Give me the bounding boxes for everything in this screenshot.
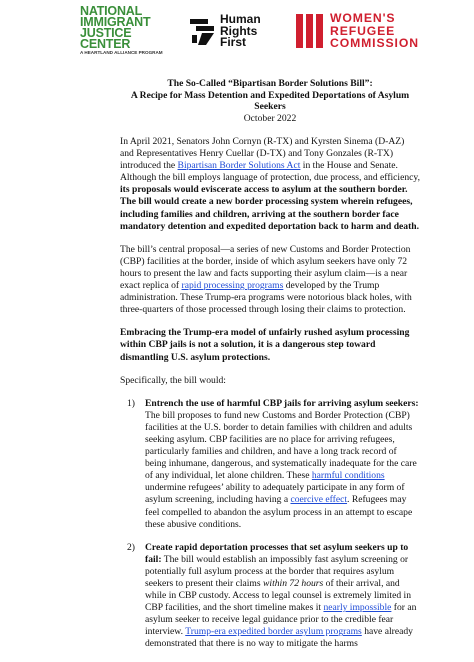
human-rights-first-logo xyxy=(190,14,290,54)
rapid-processing-programs-link[interactable]: rapid processing programs xyxy=(181,280,284,292)
bold-text: its proposals would eviscerate access to asylum at the southern border. The bill would create a new border processing system wherein refugees, including families and children, arriving at the southern border face mandatory detention and expedited deportation back to harm and death. xyxy=(120,184,420,232)
trump-era-expedited-programs-link[interactable]: Trump-era expedited border asylum programs xyxy=(185,626,362,638)
nearly-impossible-link[interactable]: nearly impossible xyxy=(323,602,392,614)
hrf-logo-line: Rights xyxy=(220,23,258,38)
wrc-logo-line: WOMEN'S xyxy=(330,11,396,25)
list-item xyxy=(120,398,420,531)
wrc-bars-icon xyxy=(296,14,326,48)
text: for an asylum seeker to receive legal guidance prior to the credible fear interview. xyxy=(145,602,417,638)
coercive-effect-link[interactable]: coercive effect xyxy=(290,494,348,506)
title-line-2: A Recipe for Mass Detention and Expedited Deportations of Asylum Seekers xyxy=(130,89,410,112)
nijc-logo-line: JUSTICE CENTER xyxy=(80,26,132,51)
text: undermine refugees’ ability to adequately participate in any form of asylum screening, including having a xyxy=(145,482,405,506)
text: The bill would establish an impossibly fast asylum screening or potentially full asylum process at the border that requires asylum seekers to present their claims xyxy=(145,553,409,589)
text: The bill proposes to fund new Customs and Border Protection (CBP) facilities at the U.S. border to detain families with children and adults seeking asylum. CBP facilities are no place for arriving refugees, particularly families and children, and have a long track record of being inhumane, dangerous, and systematically inadequate for the care of any individual, let alone children. These xyxy=(145,409,417,482)
womens-refugee-commission-logo xyxy=(296,12,466,52)
bipartisan-border-solutions-act-link[interactable]: Bipartisan Border Solutions Act xyxy=(177,160,301,172)
list-number: 2) xyxy=(127,541,135,553)
list-item-heading: Create rapid deportation processes that set asylum seekers up to fail: xyxy=(145,541,409,565)
text: . Refugees may feel compelled to abandon the asylum process in an attempt to escape these abusive conditions. xyxy=(145,494,413,530)
document-title xyxy=(120,78,420,113)
text: In April 2021, Senators John Cornyn (R-TX) and Kyrsten Sinema (D-AZ) and Representatives Henry Cuellar (D-TX) and Tony Gonzales (R-TX) introduced the xyxy=(120,136,405,172)
list-item-heading: Entrench the use of harmful CBP jails for arriving asylum seekers: xyxy=(145,397,419,409)
title-line-1: The So-Called “Bipartisan Border Solutions Bill”: xyxy=(167,78,373,89)
nijc-logo xyxy=(80,6,175,56)
hrf-logo-line: First xyxy=(220,35,247,49)
logo-bar xyxy=(0,0,474,60)
human-rights-first-mark-icon xyxy=(190,17,216,45)
italic-text: within 72 hours xyxy=(263,578,324,589)
specifically-paragraph: Specifically, the bill would: xyxy=(120,374,226,386)
nijc-logo-line: IMMIGRANT xyxy=(80,15,151,29)
list-item xyxy=(120,542,420,651)
nijc-logo-line: NATIONAL xyxy=(80,4,143,18)
wrc-logo-line: REFUGEE xyxy=(330,23,396,38)
text: developed by the Trump administration. These Trump-era programs were notorious black holes, with three-quarters of those processed through losing their claims to protection. xyxy=(120,280,412,316)
hrf-logo-line: Human xyxy=(220,12,261,26)
text: have already demonstrated that there is no way to mitigate the harms xyxy=(145,626,413,650)
intro-paragraph xyxy=(120,136,420,233)
summary-paragraph xyxy=(120,327,420,363)
list-number: 1) xyxy=(127,397,135,409)
proposal-paragraph xyxy=(120,244,420,317)
text: of their arrival, and while in CBP custody. Access to legal counsel is extremely limited in CBP facilities, and the short timeline makes it xyxy=(145,578,412,614)
harmful-conditions-link[interactable]: harmful conditions xyxy=(311,470,385,482)
bold-text: Embracing the Trump-era model of unfairly rushed asylum processing within CBP jails is not a solution, it is a dangerous step toward dismantling U.S. asylum protections. xyxy=(120,327,410,363)
document-date: October 2022 xyxy=(243,112,297,124)
text: in the House and Senate. Although the bill employs language of protection, due process, and efficiency, xyxy=(120,160,420,184)
text: The bill’s central proposal—a series of new Customs and Border Protection (CBP) facilities at the border, inside of which asylum seekers have only 72 hours to present the law and facts supporting their asylum claim—is a near exact replica of xyxy=(120,243,411,292)
document-body xyxy=(120,78,420,662)
wrc-logo-line: COMMISSION xyxy=(330,36,419,50)
nijc-logo-subtitle: A HEARTLAND ALLIANCE PROGRAM xyxy=(80,50,163,55)
